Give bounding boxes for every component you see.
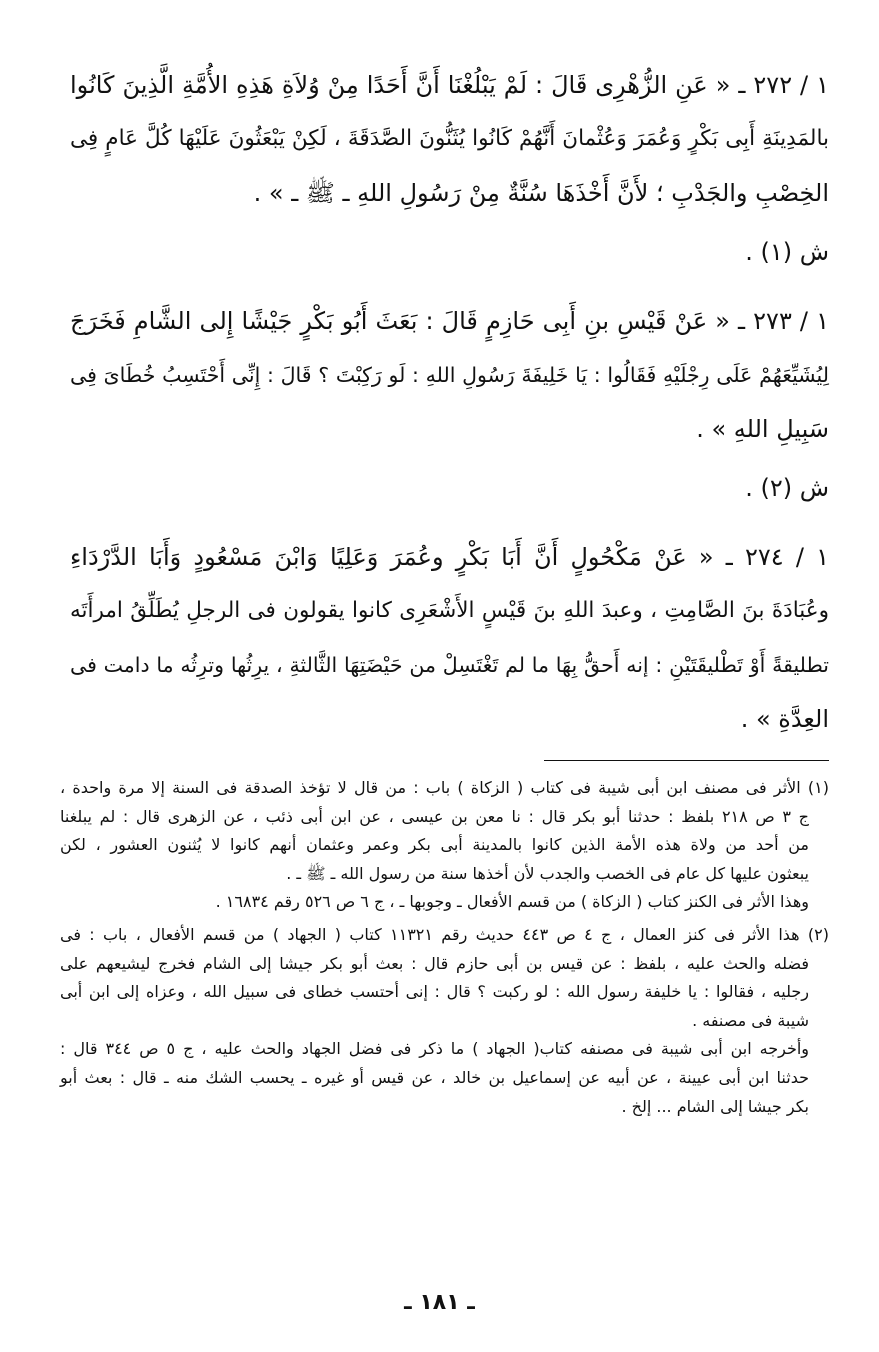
hadith-entry [70, 530, 829, 746]
text-line: الخِصْبِ والجَدْبِ ؛ لأَنَّ أَخْذَهَا سُنَّةٌ مِنْ رَسُولِ اللهِ ـ ﷺ ـ » . [253, 179, 829, 207]
text-line: سَبِيلِ اللهِ » . [696, 415, 829, 443]
main-text [70, 58, 829, 766]
source-reference: ش (١) . [745, 238, 829, 266]
footnote-line: وأخرجه ابن أبى شيبة فى مصنفه كتاب( الجهاد ) ما ذكر فى فضل الجهاد والحث عليه ، ج ٥ ص ٣٤٤ قال : [60, 1039, 810, 1059]
footnotes [60, 774, 829, 1121]
text-line: ١ / ٢٧٣ ـ « عَنْ قَيْسِ بنِ أَبِى حَازِمٍ قَالَ : بَعَثَ أَبُو بَكْرٍ جَيْشًا إِلى الشَّامِ فَخَرَجَ [70, 307, 829, 335]
text-line: وعُبَادَةَ بنَ الصَّامِتِ ، وعبدَ اللهِ بنَ قَيْسٍ الأَشْعَرِى كانوا يقولون فى الرجلِ يُطَلِّقُ امرأَتَه [70, 598, 829, 623]
hadith-entry [70, 294, 829, 456]
footnote-separator [544, 760, 829, 761]
footnote [60, 921, 829, 1121]
footnote-line: ج ٣ ص ٢١٨ بلفظ : حدثنا أبو بكر قال : نا معن بن عيسى ، عن ابن أبى ذئب ، عن الزهرى قال : لم يبلغنا [60, 806, 809, 826]
text-line: بالمَدِينَةِ أَبِى بَكْرٍ وَعُمَرَ وَعُثْمانَ أَنَّهُمْ كَانُوا يُثَنُّونَ الصَّدَقَةَ ، لَكِنْ يَبْعَثُونَ عَلَيْهَا كُلَّ عَامٍ فِى [70, 126, 829, 151]
footnote-line: بكر جيشا إلى الشام ... إلخ . [621, 1096, 809, 1116]
footnote-line: وهذا الأثر فى الكنز كتاب ( الزكاة ) من قسم الأفعال ـ وجوبها ـ ، ج ٦ ص ٥٢٦ رقم ١٦٨٣٤ . [215, 892, 809, 912]
text-line: لِيُشَيِّعَهُمْ عَلَى رِجْلَيْهِ فَقَالُوا : يَا خَلِيفَةَ رَسُولِ اللهِ : لَو رَكِبْتَ ؟ قَالَ : إِنِّى أَحْتَسِبُ خُطَاىَ فِى [70, 363, 829, 387]
hadith-entry [70, 58, 829, 220]
footnote-line: (٢) هذا الأثر فى كنز العمال ، ج ٤ ص ٤٤٣ حديث رقم ١١٣٢١ كتاب ( الجهاد ) من قسم الأفعال ، باب : فى [60, 924, 830, 944]
page-number: ـ ١٨١ ـ [404, 1290, 475, 1315]
text-line: ١ / ٢٧٤ ـ « عَنْ مَكْحُولٍ أَنَّ أَبَا بَكْرٍ وعُمَرَ وَعَلِيًا وَابْنَ مَسْعُودٍ وَأَبَا الدَّرْدَاءِ [70, 543, 829, 571]
text-line: تطليقةً أَوْ تَطْليقَتَيْنِ : إنه أَحقُّ بِهَا ما لم تَغْتَسِلْ من حَيْضَتِهَا الثَّالثةِ ، يرِثُها وترِثُه ما دامت فى [70, 653, 829, 677]
text-line: العِدَّةِ » . [740, 705, 829, 733]
footnote-line: (١) الأثر فى مصنف ابن أبى شيبة فى كتاب ( الزكاة ) باب : من قال لا تؤخذ الصدقة فى السنة إلا مرة واحدة ، [60, 778, 829, 797]
footnote-line: رجليه ، فقالوا : يا خليفة رسول الله : لو ركبت ؟ قال : إنى أحتسب خطاى فى سبيل الله ، وعزاه إلى ابن أبى [60, 982, 809, 1002]
footnote-line: يبعثون عليها كل عام فى الخصب والجدب لأن أخذها سنة من رسول الله ـ ﷺ ـ . [286, 863, 809, 883]
footnote-line: فضله والحث عليه ، بلفظ : عن قيس بن أبى حازم قال : بعث أبو بكر جيشا إلى الشام فخرج ليشيعهم على [60, 953, 809, 973]
source-reference: ش (٢) . [745, 474, 829, 502]
text-line: ١ / ٢٧٢ ـ « عَنِ الزُّهْرِى قَالَ : لَمْ يَبْلُغْنَا أَنَّ أَحَدًا مِنْ وُلاَةِ هَذِهِ الأُمَّةِ الَّذِينَ كَانُوا [70, 71, 830, 99]
footnote-line: من أحد من ولاة هذه الأمة الذين كانوا بالمدينة أبى بكر وعمر وعثمان أنهم كانوا لا يُثنون العشور ، لكن [60, 835, 809, 855]
footnote-line: شيبة فى مصنفه . [692, 1010, 809, 1030]
footnote-line: حدثنا ابن أبى عيينة ، عن أبيه عن إسماعيل بن خالد ، عن قيس أو غيره ـ يحسب الشك منه ـ قال : بعث أبو [60, 1067, 809, 1087]
footnote [60, 774, 829, 917]
